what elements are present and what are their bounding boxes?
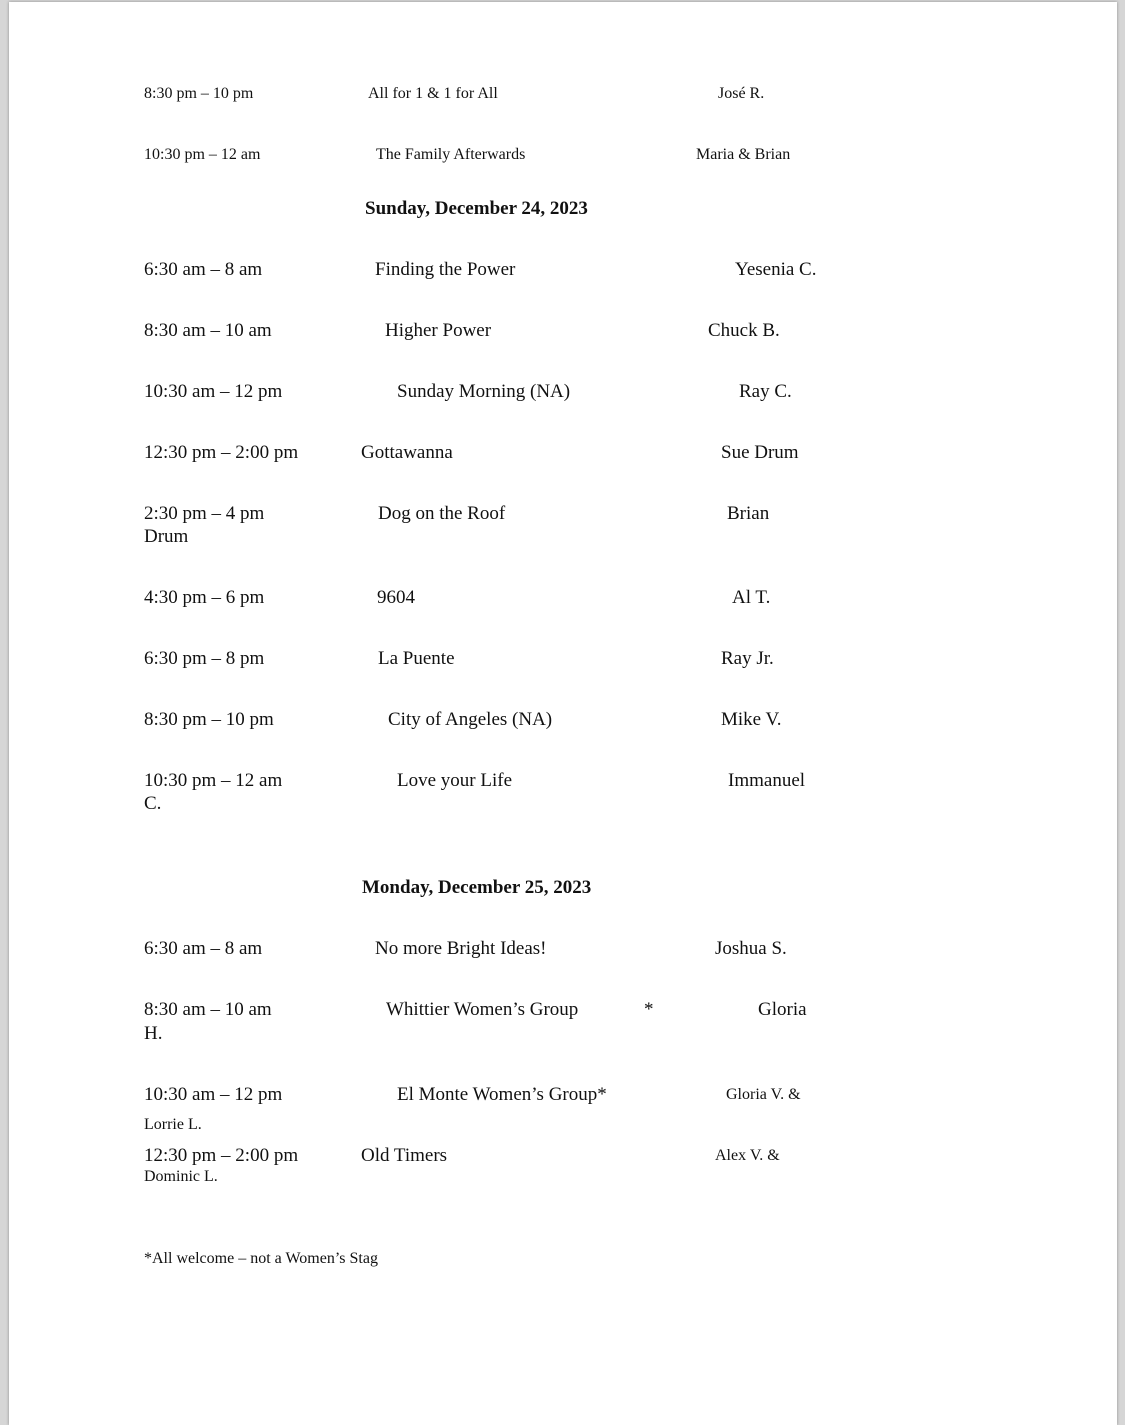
meeting-cell: Whittier Women’s Group [386,999,579,1020]
leader-cell: Chuck B. [708,320,780,341]
leader-cell: Gloria V. & [726,1086,801,1103]
time-cell: 6:30 am – 8 am [144,938,263,959]
meeting-cell: All for 1 & 1 for All [368,85,498,102]
footnote: *All welcome – not a Women’s Stag [144,1250,378,1267]
time-cell: 8:30 am – 10 am [144,999,272,1020]
time-cell: 8:30 pm – 10 pm [144,85,254,102]
leader-cell-wrap: C. [144,793,162,814]
time-cell: 12:30 pm – 2:00 pm [144,442,299,463]
meeting-cell: El Monte Women’s Group* [397,1084,607,1105]
leader-cell: Yesenia C. [735,259,817,280]
time-cell: 10:30 am – 12 pm [144,1084,283,1105]
meeting-cell: Love your Life [397,770,513,791]
footnote-marker: * [644,999,654,1020]
time-cell: 2:30 pm – 4 pm [144,503,265,524]
meeting-cell: Gottawanna [361,442,453,463]
time-cell: 10:30 pm – 12 am [144,146,261,163]
time-cell: 8:30 am – 10 am [144,320,272,341]
leader-cell-wrap: Lorrie L. [144,1116,202,1133]
time-cell: 10:30 am – 12 pm [144,381,283,402]
meeting-cell: Old Timers [361,1145,448,1166]
day-heading-sunday: Sunday, December 24, 2023 [365,198,588,219]
leader-cell-wrap: H. [144,1023,163,1044]
meeting-cell: Dog on the Roof [378,503,506,524]
time-cell: 12:30 pm – 2:00 pm [144,1145,299,1166]
time-cell: 8:30 pm – 10 pm [144,709,274,730]
meeting-cell: The Family Afterwards [376,146,526,163]
meeting-cell: City of Angeles (NA) [388,709,553,730]
leader-cell: Ray C. [739,381,792,402]
leader-cell: Al T. [732,587,771,608]
meeting-cell: Finding the Power [375,259,516,280]
meeting-cell: 9604 [377,587,415,608]
time-cell: 6:30 pm – 8 pm [144,648,265,669]
time-cell: 6:30 am – 8 am [144,259,263,280]
leader-cell-wrap: Dominic L. [144,1168,218,1185]
leader-cell: Joshua S. [715,938,787,959]
leader-cell: José R. [718,85,765,102]
leader-cell: Maria & Brian [696,146,791,163]
leader-cell: Gloria [758,999,807,1020]
meeting-cell: Sunday Morning (NA) [397,381,571,402]
meeting-cell: La Puente [378,648,455,669]
day-heading-monday: Monday, December 25, 2023 [362,877,592,898]
document-page [9,2,1117,1425]
leader-cell: Alex V. & [715,1147,780,1164]
meeting-cell: Higher Power [385,320,492,341]
leader-cell-wrap: Drum [144,526,189,547]
time-cell: 10:30 pm – 12 am [144,770,283,791]
leader-cell: Sue Drum [721,442,799,463]
leader-cell: Brian [727,503,770,524]
meeting-cell: No more Bright Ideas! [375,938,547,959]
leader-cell: Immanuel [728,770,806,791]
leader-cell: Mike V. [721,709,782,730]
time-cell: 4:30 pm – 6 pm [144,587,265,608]
leader-cell: Ray Jr. [721,648,774,669]
